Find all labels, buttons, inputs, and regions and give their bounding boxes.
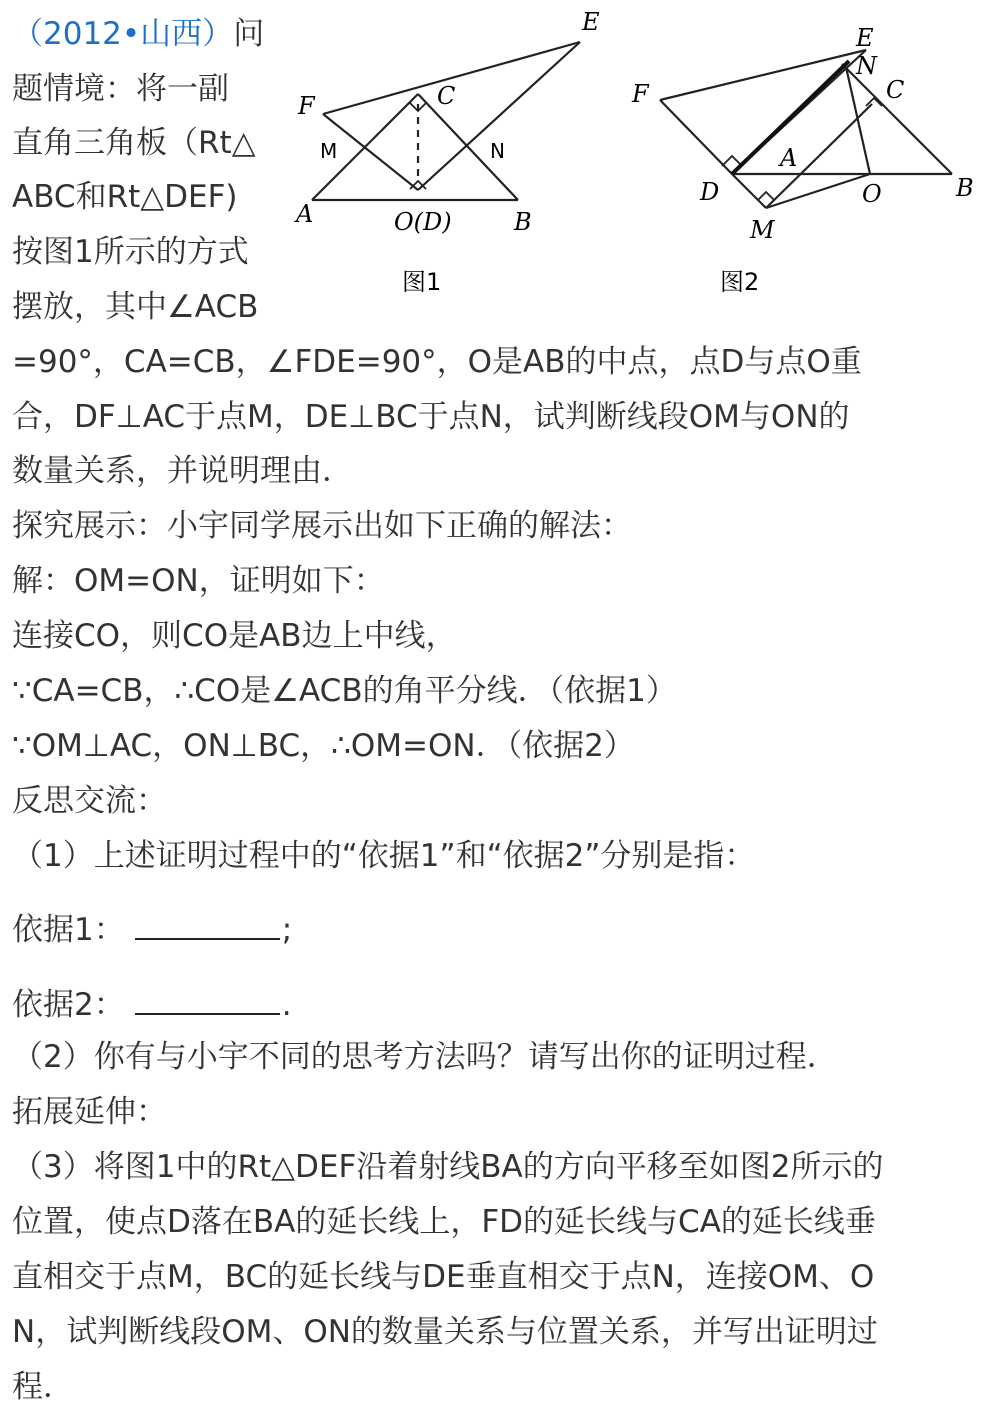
fig2-label-a: A	[780, 144, 798, 172]
intro-line-5: 摆放，其中∠ACB	[12, 289, 259, 325]
tail-line-3: 位置，使点D落在BA的延长线上，FD的延长线与CA的延长线垂	[12, 1204, 876, 1240]
fig2-label-o: O	[862, 180, 882, 208]
fig1-label-c: C	[437, 82, 456, 110]
fig1-label-m: M	[320, 139, 338, 163]
tail-line-4: 直相交于点M，BC的延长线与DE垂直相交于点N，连接OM、O	[12, 1259, 875, 1295]
basis2-label: 依据2：	[12, 987, 125, 1023]
basis1-label: 依据1：	[12, 912, 125, 948]
basis2-blank[interactable]	[135, 991, 280, 1015]
intro-line-3: ABC和Rt△DEF)	[12, 179, 238, 215]
fig2-label-n: N	[856, 52, 877, 80]
basis2-end: .	[281, 987, 292, 1023]
tail-line-1: 拓展延伸：	[12, 1094, 167, 1130]
body-line-5: 连接CO，则CO是AB边上中线，	[12, 618, 457, 654]
body-line-6: ∵CA=CB，∴CO是∠ACB的角平分线．（依据1）	[12, 673, 677, 709]
basis1-end: ;	[281, 912, 293, 948]
basis2-line	[12, 985, 292, 1025]
fig2-caption: 图2	[720, 268, 760, 296]
fig1-caption: 图1	[402, 268, 442, 296]
figure-1	[290, 0, 620, 300]
body-line-0: =90°，CA=CB，∠FDE=90°，O是AB的中点，点D与点O重	[12, 344, 862, 380]
fig2-label-m: M	[750, 216, 775, 244]
intro-line-0: 问	[233, 16, 265, 52]
fig2-label-c: C	[886, 76, 905, 104]
fig1-label-od: O(D)	[394, 208, 452, 236]
tail-line-0: （2）你有与小宇不同的思考方法吗？请写出你的证明过程．	[12, 1039, 838, 1075]
basis1-line	[12, 910, 292, 950]
body-line-9: （1）上述证明过程中的“依据1”和“依据2”分别是指：	[12, 838, 756, 874]
fig2-label-e: E	[856, 24, 874, 52]
body-line-4: 解：OM=ON，证明如下：	[12, 563, 385, 599]
body-line-3: 探究展示：小宇同学展示出如下正确的解法：	[12, 508, 632, 544]
basis1-blank[interactable]	[135, 916, 280, 940]
body-line-2: 数量关系，并说明理由．	[12, 453, 353, 489]
figure-2	[620, 0, 980, 300]
fig1-label-b: B	[514, 208, 532, 236]
fig1-label-e: E	[582, 8, 600, 36]
tail-line-5: N，试判断线段OM、ON的数量关系与位置关系，并写出证明过	[12, 1314, 878, 1350]
body-line-8: 反思交流：	[12, 783, 167, 819]
fig1-label-f: F	[298, 92, 315, 120]
body-line-1: 合，DF⊥AC于点M，DE⊥BC于点N，试判断线段OM与ON的	[12, 399, 850, 435]
intro-line-2: 直角三角板（Rt△	[12, 125, 256, 161]
fig1-label-n: N	[490, 139, 505, 163]
tail-line-2: （3）将图1中的Rt△DEF沿着射线BA的方向平移至如图2所示的	[12, 1149, 884, 1185]
intro-line-1: 题情境：将一副	[12, 71, 229, 107]
fig2-label-d: D	[700, 178, 720, 206]
tail-line-6: 程．	[12, 1369, 74, 1405]
intro-line-4: 按图1所示的方式	[12, 234, 249, 270]
fig2-label-f: F	[632, 80, 649, 108]
question-source: （2012•山西）	[12, 16, 234, 52]
fig1-label-a: A	[296, 200, 314, 228]
question-source-line	[12, 14, 264, 54]
fig2-label-b: B	[956, 174, 974, 202]
body-line-7: ∵OM⊥AC，ON⊥BC，∴OM=ON．（依据2）	[12, 728, 635, 764]
